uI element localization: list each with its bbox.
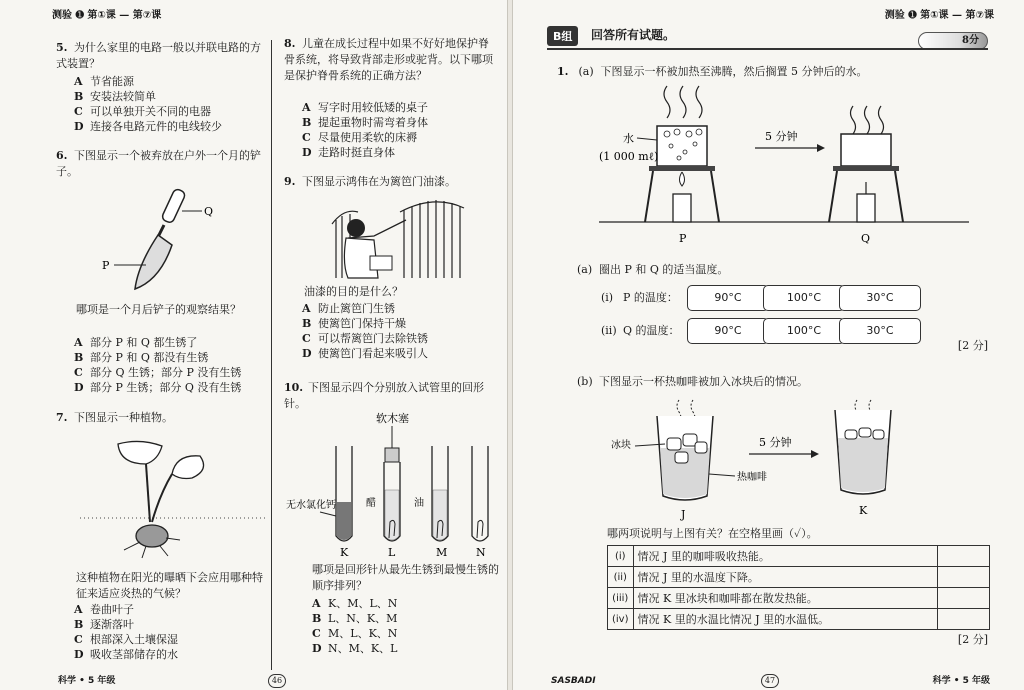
option-a[interactable]: A K、M、L、N (312, 597, 398, 610)
option-d[interactable]: D 使篱笆门看起来吸引人 (302, 347, 428, 360)
option-a[interactable]: A 节省能源 (74, 75, 134, 88)
q-choice-30[interactable]: 30°C (839, 318, 921, 344)
right-page (512, 0, 1024, 690)
option-d[interactable]: D 吸收茎部储存的水 (74, 648, 178, 661)
test-tubes-figure (280, 410, 502, 558)
p-choice-100[interactable]: 100°C (763, 285, 845, 311)
label-desiccant: 无水氯化钙 (286, 500, 336, 511)
label-hot-coffee: 热咖啡 (737, 472, 767, 483)
option-b[interactable]: B 安装法较简单 (74, 90, 156, 103)
option-d[interactable]: D 连接各电路元件的电线较少 (74, 120, 222, 133)
section-marks: 8分 (918, 32, 988, 50)
option-a[interactable]: A 部分 P 和 Q 都生锈了 (74, 336, 198, 349)
page-header: 测验 ➊ 第①课 — 第⑦课 (884, 10, 994, 21)
question-7-options (74, 602, 178, 662)
option-a[interactable]: A 卷曲叶子 (74, 603, 134, 616)
question-10: 10. 下图显示四个分别放入试管里的回形针。 (284, 381, 484, 410)
table-row: (i) 情况 J 里的咖啡吸收热能。 (608, 546, 990, 567)
label-j: J (681, 508, 686, 521)
label-volume: (1 000 mℓ) (599, 150, 659, 163)
option-c[interactable]: C 尽量使用柔软的床褥 (302, 131, 417, 144)
question-1a: 1. (a) 下图显示一杯被加热至沸腾，然后搁置 5 分钟后的水。 (557, 65, 868, 78)
question-1b: (b) 下图显示一杯热咖啡被加入冰块后的情况。 (577, 375, 808, 388)
q-choice-100[interactable]: 100°C (763, 318, 845, 344)
statements-table (607, 545, 990, 630)
option-c[interactable]: C 根部深入土壤保湿 (74, 633, 178, 646)
option-d[interactable]: D 部分 P 生锈；部分 Q 没有生锈 (74, 381, 242, 394)
question-7-substem: 这种植物在阳光的曝晒下会应用哪种特征来适应炎热的气候？ (76, 571, 263, 600)
label-5-min: 5 分钟 (765, 130, 798, 143)
check-cell[interactable] (938, 546, 990, 567)
check-cell[interactable] (938, 567, 990, 588)
page-number: 47 (761, 674, 779, 688)
publisher-logo: SASBADI (551, 676, 596, 686)
option-a[interactable]: A 防止篱笆门生锈 (302, 302, 395, 315)
row-q-temperature: (ii) Q 的温度： (601, 324, 680, 337)
section-rule (547, 48, 988, 50)
q-choice-90[interactable]: 90°C (687, 318, 769, 344)
section-tag: B组 (547, 26, 578, 46)
label-q: Q (861, 232, 871, 244)
label-ice: 冰块 (611, 440, 631, 451)
label-vinegar: 醋 (366, 498, 376, 509)
question-stem: 为什么家里的电路一般以并联电路的方式装置？ (56, 41, 261, 70)
label-cork: 软木塞 (376, 412, 409, 425)
label-k: K (340, 546, 349, 558)
column-divider (271, 40, 272, 670)
table-row: (ii) 情况 J 里的水温度下降。 (608, 567, 990, 588)
question-9-substem: 油漆的目的是什么？ (304, 285, 403, 298)
option-b[interactable]: B 使篱笆门保持干燥 (302, 317, 406, 330)
check-cell[interactable] (938, 588, 990, 609)
option-c[interactable]: C M、L、K、N (312, 627, 398, 640)
question-9: 9. 下图显示鸿伟在为篱笆门油漆。 (284, 175, 456, 188)
option-c[interactable]: C 可以单独开关不同的电器 (74, 105, 211, 118)
label-oil: 油 (414, 498, 424, 509)
question-8-options (302, 100, 428, 160)
question-6-options (74, 335, 241, 395)
p-choice-90[interactable]: 90°C (687, 285, 769, 311)
option-d[interactable]: D N、M、K、L (312, 642, 398, 655)
label-n: N (476, 546, 486, 558)
boiling-water-figure (593, 82, 973, 244)
label-q: Q (204, 205, 214, 218)
table-row: (iii) 情况 K 里冰块和咖啡都在散发热能。 (608, 588, 990, 609)
label-p: P (679, 232, 687, 244)
question-10-options (312, 596, 397, 656)
label-p: P (102, 259, 110, 272)
section-title: 回答所有试题。 (591, 28, 676, 42)
p-choice-30[interactable]: 30°C (839, 285, 921, 311)
option-a[interactable]: A 写字时用较低矮的桌子 (302, 101, 428, 114)
coffee-ice-figure (609, 396, 939, 522)
option-b[interactable]: B 部分 P 和 Q 都没有生锈 (74, 351, 209, 364)
trowel-figure (100, 185, 230, 295)
label-m: M (436, 546, 448, 558)
question-10-substem: 哪项是回形针从最先生锈到最慢生锈的顺序排列？ (312, 563, 499, 592)
option-b[interactable]: B L、N、K、M (312, 612, 398, 625)
question-1a-sub: (a) 圈出 P 和 Q 的适当温度。 (577, 263, 729, 276)
page-header: 测验 ➊ 第①课 — 第⑦课 (52, 10, 162, 21)
marks-b: [2 分] (957, 633, 988, 646)
label-k: K (859, 504, 868, 517)
page-number: 46 (268, 674, 286, 688)
option-c[interactable]: C 可以帮篱笆门去除铁锈 (302, 332, 428, 345)
marks-a: [2 分] (957, 339, 988, 352)
question-9-options (302, 301, 428, 361)
fence-painting-figure (330, 194, 468, 280)
label-l: L (388, 546, 396, 558)
question-8: 8. 儿童在成长过程中如果不好好地保护脊骨系统，将导致背部走形或驼背。以下哪项是保护脊骨系统的正确方法？ (284, 37, 493, 82)
row-p-temperature: (i) P 的温度： (601, 291, 678, 304)
question-5: 5. 为什么家里的电路一般以并联电路的方式装置？ (56, 41, 261, 70)
option-b[interactable]: B 提起重物时需弯着身体 (302, 116, 428, 129)
option-b[interactable]: B 逐渐落叶 (74, 618, 134, 631)
label-5-min-b: 5 分钟 (759, 436, 792, 449)
table-prompt: 哪两项说明与上图有关？在空格里画（✓）。 (607, 527, 818, 540)
label-water: 水 (623, 132, 634, 145)
option-c[interactable]: C 部分 Q 生锈；部分 P 没有生锈 (74, 366, 242, 379)
check-cell[interactable] (938, 609, 990, 630)
page-footer: 科学 • 5 年级 (58, 676, 116, 686)
question-5-options (74, 74, 222, 134)
question-7: 7. 下图显示一种植物。 (56, 411, 173, 424)
plant-figure (80, 434, 265, 564)
left-page (0, 0, 508, 690)
question-6: 6. 下图显示一个被弃放在户外一个月的铲子。 (56, 149, 261, 178)
page-footer: 科学 • 5 年级 (932, 676, 990, 686)
question-6-substem: 哪项是一个月后铲子的观察结果？ (76, 303, 241, 316)
table-row: (iv) 情况 K 里的水温比情况 J 里的水温低。 (608, 609, 990, 630)
option-d[interactable]: D 走路时挺直身体 (302, 146, 395, 159)
